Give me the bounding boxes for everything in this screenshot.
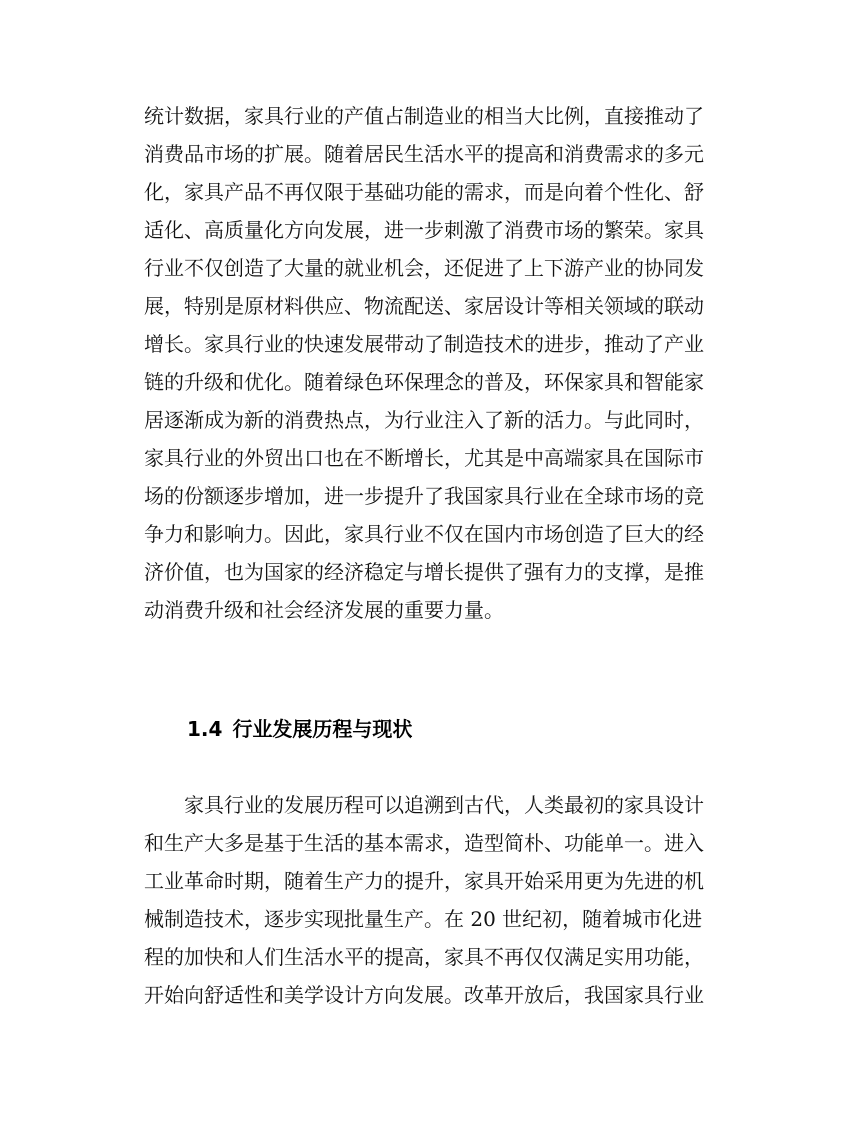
paragraph-line: 动消费升级和社会经济发展的重要力量。 [144, 598, 504, 622]
paragraph-line: 和生产大多是基于生活的基本需求，造型简朴、功能单一。进入 [144, 831, 704, 855]
paragraph-line: 消费品市场的扩展。随着居民生活水平的提高和消费需求的多元 [144, 142, 704, 166]
paragraph-line: 行业不仅创造了大量的就业机会，还促进了上下游产业的协同发 [144, 256, 704, 280]
paragraph-line: 工业革命时期，随着生产力的提升，家具开始采用更为先进的机 [144, 869, 704, 893]
paragraph-line: 家具行业的外贸出口也在不断增长，尤其是中高端家具在国际市 [144, 446, 704, 470]
paragraph-line: 械制造技术，逐步实现批量生产。在 20 世纪初，随着城市化进 [144, 907, 703, 931]
paragraph-line: 家具行业的发展历程可以追溯到古代，人类最初的家具设计 [184, 793, 704, 817]
paragraph-line: 链的升级和优化。随着绿色环保理念的普及，环保家具和智能家 [144, 370, 704, 394]
section-number: 1.4 [187, 717, 223, 741]
body-paragraph-1 [144, 97, 704, 629]
paragraph-line: 化，家具产品不再仅限于基础功能的需求，而是向着个性化、舒 [144, 180, 704, 204]
paragraph-line: 开始向舒适性和美学设计方向发展。改革开放后，我国家具行业 [144, 983, 704, 1007]
paragraph-line: 争力和影响力。因此，家具行业不仅在国内市场创造了巨大的经 [144, 522, 704, 546]
paragraph-line: 济价值，也为国家的经济稳定与增长提供了强有力的支撑，是推 [144, 560, 704, 584]
paragraph-line: 程的加快和人们生活水平的提高，家具不再仅仅满足实用功能， [144, 945, 704, 969]
paragraph-line: 场的份额逐步增加，进一步提升了我国家具行业在全球市场的竞 [144, 484, 704, 508]
paragraph-line: 展，特别是原材料供应、物流配送、家居设计等相关领域的联动 [144, 294, 704, 318]
paragraph-line: 增长。家具行业的快速发展带动了制造技术的进步，推动了产业 [144, 332, 704, 356]
paragraph-line: 居逐渐成为新的消费热点，为行业注入了新的活力。与此同时， [144, 408, 704, 432]
paragraph-line: 适化、高质量化方向发展，进一步刺激了消费市场的繁荣。家具 [144, 218, 704, 242]
section-title: 行业发展历程与现状 [232, 717, 413, 741]
body-paragraph-2 [144, 786, 704, 1014]
section-heading [187, 714, 412, 744]
paragraph-line: 统计数据，家具行业的产值占制造业的相当大比例，直接推动了 [144, 104, 704, 128]
